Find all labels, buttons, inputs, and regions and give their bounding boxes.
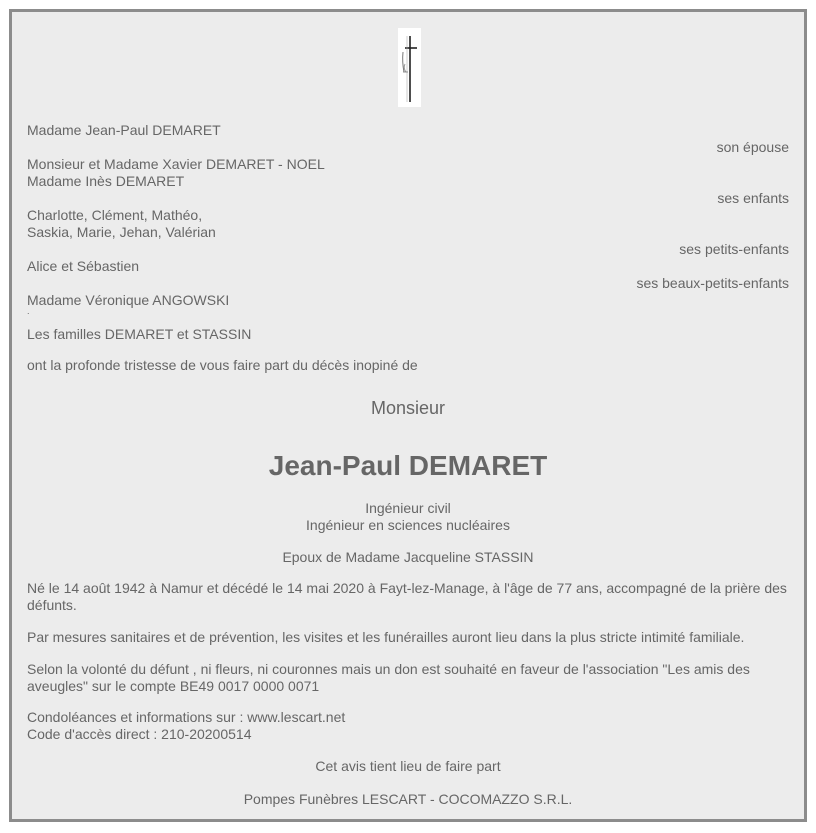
- family-separator: .: [27, 306, 30, 316]
- measures-paragraph: Par mesures sanitaires et de prévention, les visites et les funérailles auront lieu dans la plus stricte intimité familiale.: [27, 629, 745, 645]
- family-grandchildren-1: Charlotte, Clément, Mathéo,: [27, 207, 203, 223]
- family-other: Madame Véronique ANGOWSKI: [27, 292, 230, 308]
- family-grandchildren-role: ses petits-enfants: [679, 241, 789, 257]
- family-children-role: ses enfants: [717, 190, 789, 206]
- family-great-grandchildren: Alice et Sébastien: [27, 258, 140, 274]
- access-code-line: Code d'accès direct : 210-20200514: [27, 726, 252, 742]
- family-families: Les familles DEMARET et STASSIN: [27, 326, 252, 342]
- deceased-spouse: Epoux de Madame Jacqueline STASSIN: [282, 549, 534, 565]
- announcement-text: ont la profonde tristesse de vous faire part du décès inopiné de: [27, 357, 418, 373]
- family-child-1: Monsieur et Madame Xavier DEMARET - NOEL: [27, 156, 325, 172]
- wishes-paragraph: Selon la volonté du défunt , ni fleurs, ni couronnes mais un don est souhaité en faveur de l'association "Les amis des aveugles" sur le compte BE49 0017 0000 0071: [27, 661, 750, 694]
- condolences-line: Condoléances et informations sur : www.lescart.net: [27, 709, 346, 725]
- notice-text: Cet avis tient lieu de faire part: [315, 758, 501, 774]
- family-spouse: Madame Jean-Paul DEMARET: [27, 122, 221, 138]
- deceased-name: Jean-Paul DEMARET: [268, 450, 548, 481]
- deceased-title-2: Ingénieur en sciences nucléaires: [306, 517, 510, 533]
- family-child-2: Madame Inès DEMARET: [27, 173, 185, 189]
- family-great-grandchildren-role: ses beaux-petits-enfants: [636, 275, 789, 291]
- deceased-title-1: Ingénieur civil: [365, 500, 451, 516]
- family-grandchildren-2: Saskia, Marie, Jehan, Valérian: [27, 224, 216, 240]
- funeral-home-name: Pompes Funèbres LESCART - COCOMAZZO S.R.L.: [243, 791, 573, 807]
- birth-death-paragraph: Né le 14 août 1942 à Namur et décédé le 14 mai 2020 à Fayt-lez-Manage, à l'âge de 77 ans, accompagné de la prière des défunts.: [27, 580, 787, 613]
- family-spouse-role: son épouse: [716, 139, 789, 155]
- deceased-honorific: Monsieur: [370, 398, 446, 418]
- cross-icon: [398, 28, 421, 107]
- obituary-card: [9, 9, 807, 822]
